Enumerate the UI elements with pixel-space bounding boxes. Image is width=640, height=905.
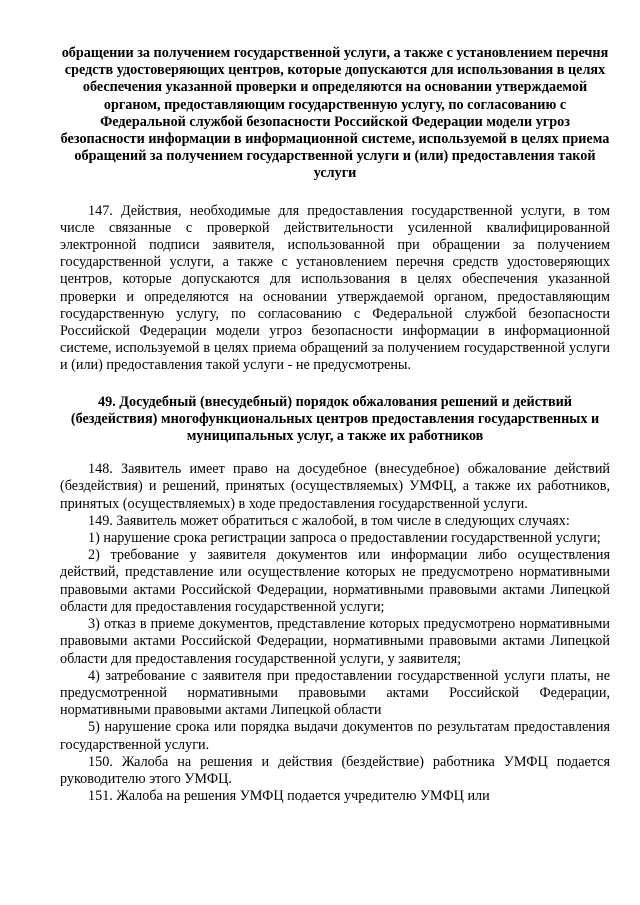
section-heading-continued: обращении за получением государственной услуги, а также с установлением перечня средств удостоверяющих центров, которые допускаются для использования в целях обеспечения указанной проверки и определяются на основании утверждаемой органом, предоставляющим государственную услугу, по согласованию с Федеральной службой безопасности Российской Федерации модели угроз безопасности информации в информационной системе, используемой в целях приема обращений за получением государственной услуги и (или) предоставления такой услуги [60,45,610,182]
paragraph-147: 147. Действия, необходимые для предоставления государственной услуги, в том числе связанные с проверкой действительности усиленной квалифицированной электронной подписи заявителя, использованной при обращении за получением государственной услуги, а также с установлением перечня средств удостоверяющих центров, которые допускаются для использования в целях обеспечения указанной проверки и определяются на основании утверждаемой органом, предоставляющим государственную услугу, по согласованию с Федеральной службой безопасности Российской Федерации модели угроз безопасности информации в информационной системе, используемой в целях приема обращений за получением государственной услуги и (или) предоставления такой услуги - не предусмотрены. [60,202,610,374]
paragraph-151: 151. Жалоба на решения УМФЦ подается учредителю УМФЦ или [88,788,490,805]
paragraph-150: 150. Жалоба на решения и действия (бездействие) работника УМФЦ подается руководителю этого УМФЦ. [60,753,610,787]
list-item-3: 3) отказ в приеме документов, представление которых предусмотрено нормативными правовыми актами Российской Федерации, нормативными правовыми актами Липецкой области для предоставления государственной услуги, у заявителя; [60,616,610,667]
list-item-4: 4) затребование с заявителя при предоставлении государственной услуги платы, не предусмотренной нормативными правовыми актами Российской Федерации, нормативными правовыми актами Липецкой области [60,667,610,719]
paragraph-149: 149. Заявитель может обратиться с жалобой, в том числе в следующих случаях: [88,512,570,529]
paragraph-148: 148. Заявитель имеет право на досудебное (внесудебное) обжалование действий (бездействия) и решений, принятых (осуществляемых) УМФЦ, а также их работников, принятых (осуществляемых) в ходе предоставления государственной услуги. [60,461,610,512]
section-heading-49: 49. Досудебный (внесудебный) порядок обжалования решений и действий (бездействия) многофункциональных центров предоставления государственных и муниципальных услуг, а также их работников [70,393,600,445]
list-item-1: 1) нарушение срока регистрации запроса о предоставлении государственной услуги; [88,530,601,547]
list-item-2: 2) требование у заявителя документов или информации либо осуществления действий, представление или осуществление которых не предусмотрено нормативными правовыми актами Российской Федерации, нормативными правовыми актами Липецкой области для предоставления государственной услуги; [60,547,610,615]
list-item-5: 5) нарушение срока или порядка выдачи документов по результатам предоставления государственной услуги. [60,719,610,753]
